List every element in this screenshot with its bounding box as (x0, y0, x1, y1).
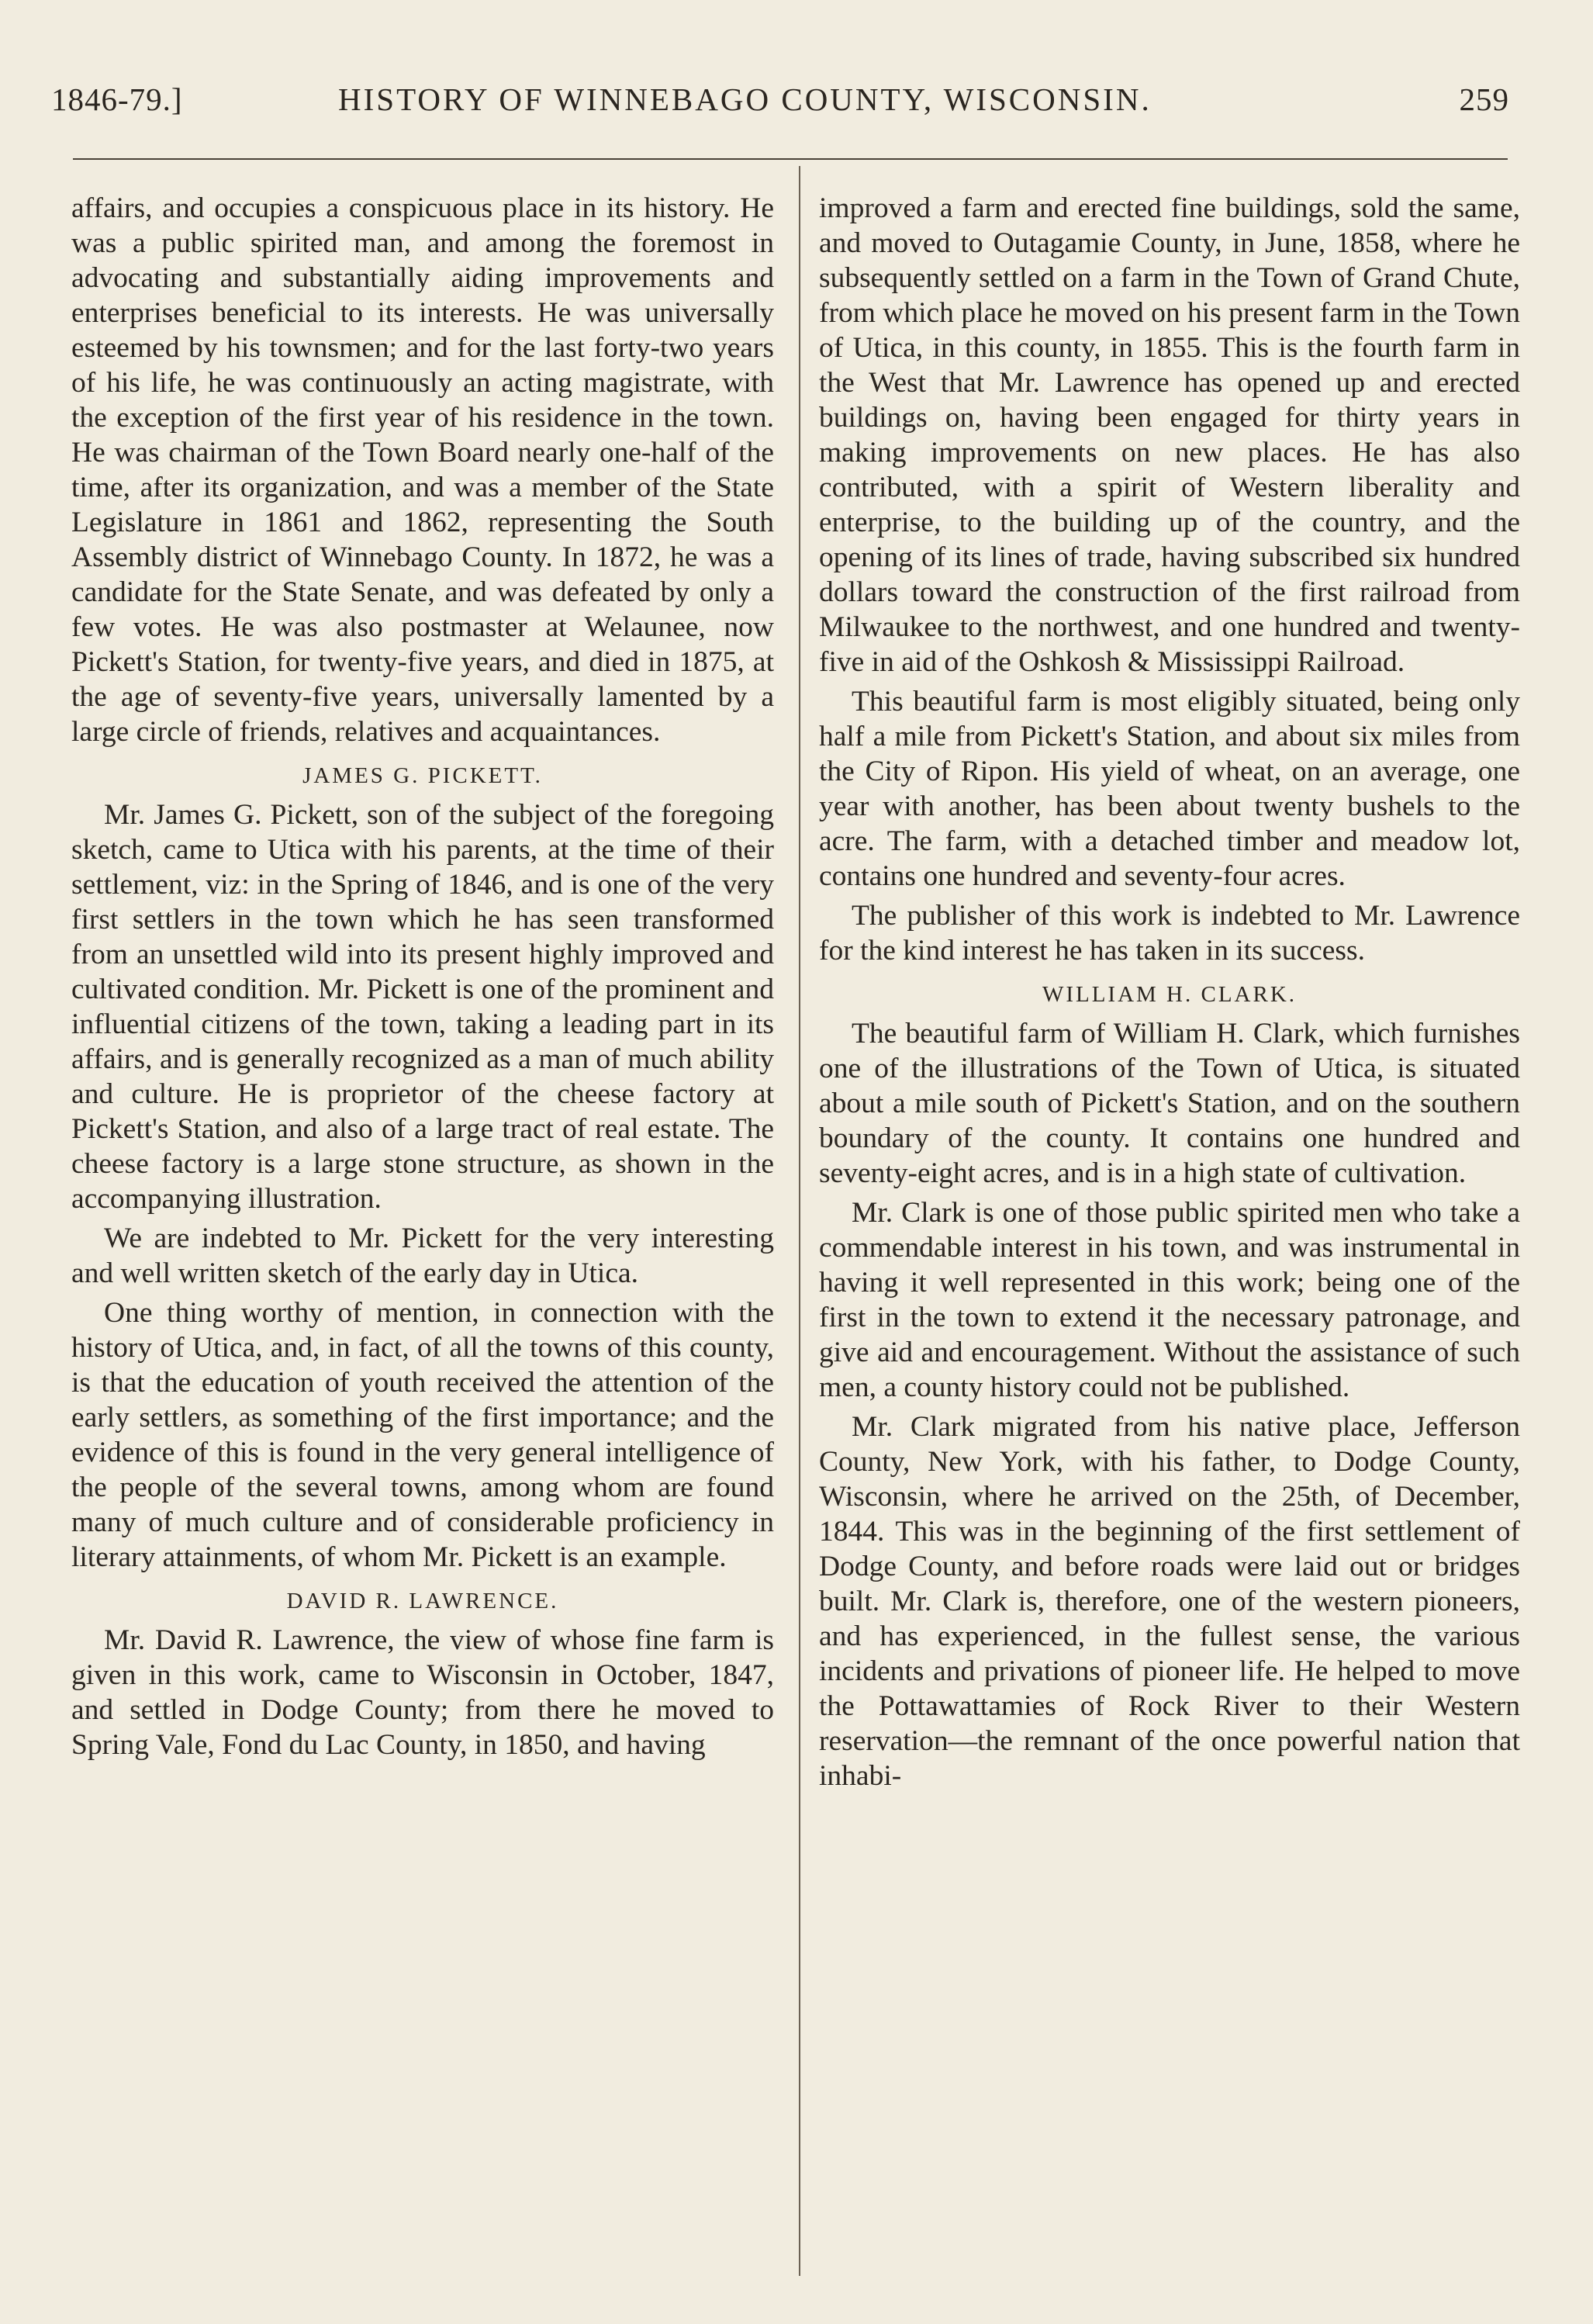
header-date-range: 1846-79.] (51, 81, 183, 117)
header-rule (73, 158, 1508, 160)
page-header (51, 81, 1509, 130)
column-divider (799, 166, 800, 2276)
paragraph: improved a farm and erected fine buildings, sold the same, and moved to Outagamie County, in June, 1858, where he subsequently settled on a farm in the Town of Grand Chute, from which place he moved on his present farm in the Town of Utica, in this county, in 1855. This is the fourth farm in the West that Mr. Lawrence has opened up and erected buildings on, having been engaged for thirty years in making improvements on new places. He has also contributed, with a spirit of Western liberality and enterprise, to the building up of the country, and the opening of its lines of trade, having subscribed six hundred dollars toward the construction of the first railroad from Milwaukee to the northwest, and one hundred and twenty-five in aid of the Oshkosh & Mississippi Railroad. (819, 192, 1520, 678)
page-number: 259 (1459, 81, 1509, 117)
paragraph: Mr. David R. Lawrence, the view of whose fine farm is given in this work, came to Wisconsin in October, 1847, and settled in Dodge County; from there he moved to Spring Vale, Fond du Lac County, in 1850, and having (71, 1624, 774, 1761)
header-title: HISTORY OF WINNEBAGO COUNTY, WISCONSIN. (338, 81, 1152, 117)
paragraph: Mr. Clark migrated from his native place, Jefferson County, New York, with his father, to Dodge County, Wisconsin, where he arrived on the 25th, of December, 1844. This was in the beginning of the first settlement of Dodge County, and before roads were laid out or bridges built. Mr. Clark is, therefore, one of the western pioneers, and has experienced, in the fullest sense, the various incidents and privations of pioneer life. He helped to move the Pottawattamies of Rock River to their Western reservation—the remnant of the once powerful nation that inhabi- (819, 1411, 1520, 1792)
paragraph: We are indebted to Mr. Pickett for the very interesting and well written sketch of the early day in Utica. (71, 1223, 774, 1289)
paragraph: Mr. James G. Pickett, son of the subject of the foregoing sketch, came to Utica with his parents, at the time of their settlement, viz: in the Spring of 1846, and is one of the very first settlers in the town which he has seen transformed from an unsettled wild into its present highly improved and cultivated condition. Mr. Pickett is one of the prominent and influential citizens of the town, taking a leading part in its affairs, and is generally recognized as a man of much ability and culture. He is proprietor of the cheese factory at Pickett's Station, and also of a large tract of real estate. The cheese factory is a large stone structure, as shown in the accompanying illustration. (71, 799, 774, 1215)
paragraph: affairs, and occupies a conspicuous place in its history. He was a public spirited man, and among the foremost in advocating and substantially aiding improvements and enterprises beneficial to its interests. He was universally esteemed by his townsmen; and for the last forty-two years of his life, he was continuously an acting magistrate, with the exception of the first year of his residence in the town. He was chairman of the Town Board nearly one-half of the time, after its organization, and was a member of the State Legislature in 1861 and 1862, representing the South Assembly district of Winnebago County. In 1872, he was a candidate for the State Senate, and was defeated by only a few votes. He was also postmaster at Welaunee, now Pickett's Station, for twenty-five years, and died in 1875, at the age of seventy-five years, universally lamented by a large circle of friends, relatives and acquaintances. (71, 192, 774, 748)
paragraph: Mr. Clark is one of those public spirited men who take a commendable interest in his town, and was instrumental in having it well represented in this work; being one of the first in the town to extend it the necessary patronage, and give aid and encouragement. Without the assistance of such men, a county history could not be published. (819, 1197, 1520, 1403)
paragraph: This beautiful farm is most eligibly situated, being only half a mile from Pickett's Station, and about six miles from the City of Ripon. His yield of wheat, on an average, one year with another, has been about twenty bushels to the acre. The farm, with a detached timber and meadow lot, contains one hundred and seventy-four acres. (819, 686, 1520, 892)
section-heading-david-r-lawrence: DAVID R. LAWRENCE. (286, 1589, 559, 1613)
left-column (71, 191, 774, 1762)
paragraph: One thing worthy of mention, in connection with the history of Utica, and, in fact, of all the towns of this county, is that the education of youth received the attention of the early settlers, as something of the first importance; and the evidence of this is found in the very general intelligence of the people of the several towns, among whom are found many of much culture and of considerable proficiency in literary attainments, of whom Mr. Pickett is an example. (71, 1297, 774, 1573)
paragraph: The beautiful farm of William H. Clark, which furnishes one of the illustrations of the Town of Utica, is situated about a mile south of Pickett's Station, and on the southern boundary of the county. It contains one hundred and seventy-eight acres, and is in a high state of cultivation. (819, 1018, 1520, 1189)
paragraph: The publisher of this work is indebted to Mr. Lawrence for the kind interest he has taken in its success. (819, 900, 1520, 967)
right-column (819, 191, 1520, 1793)
section-heading-william-h-clark: WILLIAM H. CLARK. (1042, 982, 1298, 1007)
section-heading-james-g-pickett: JAMES G. PICKETT. (302, 763, 543, 788)
